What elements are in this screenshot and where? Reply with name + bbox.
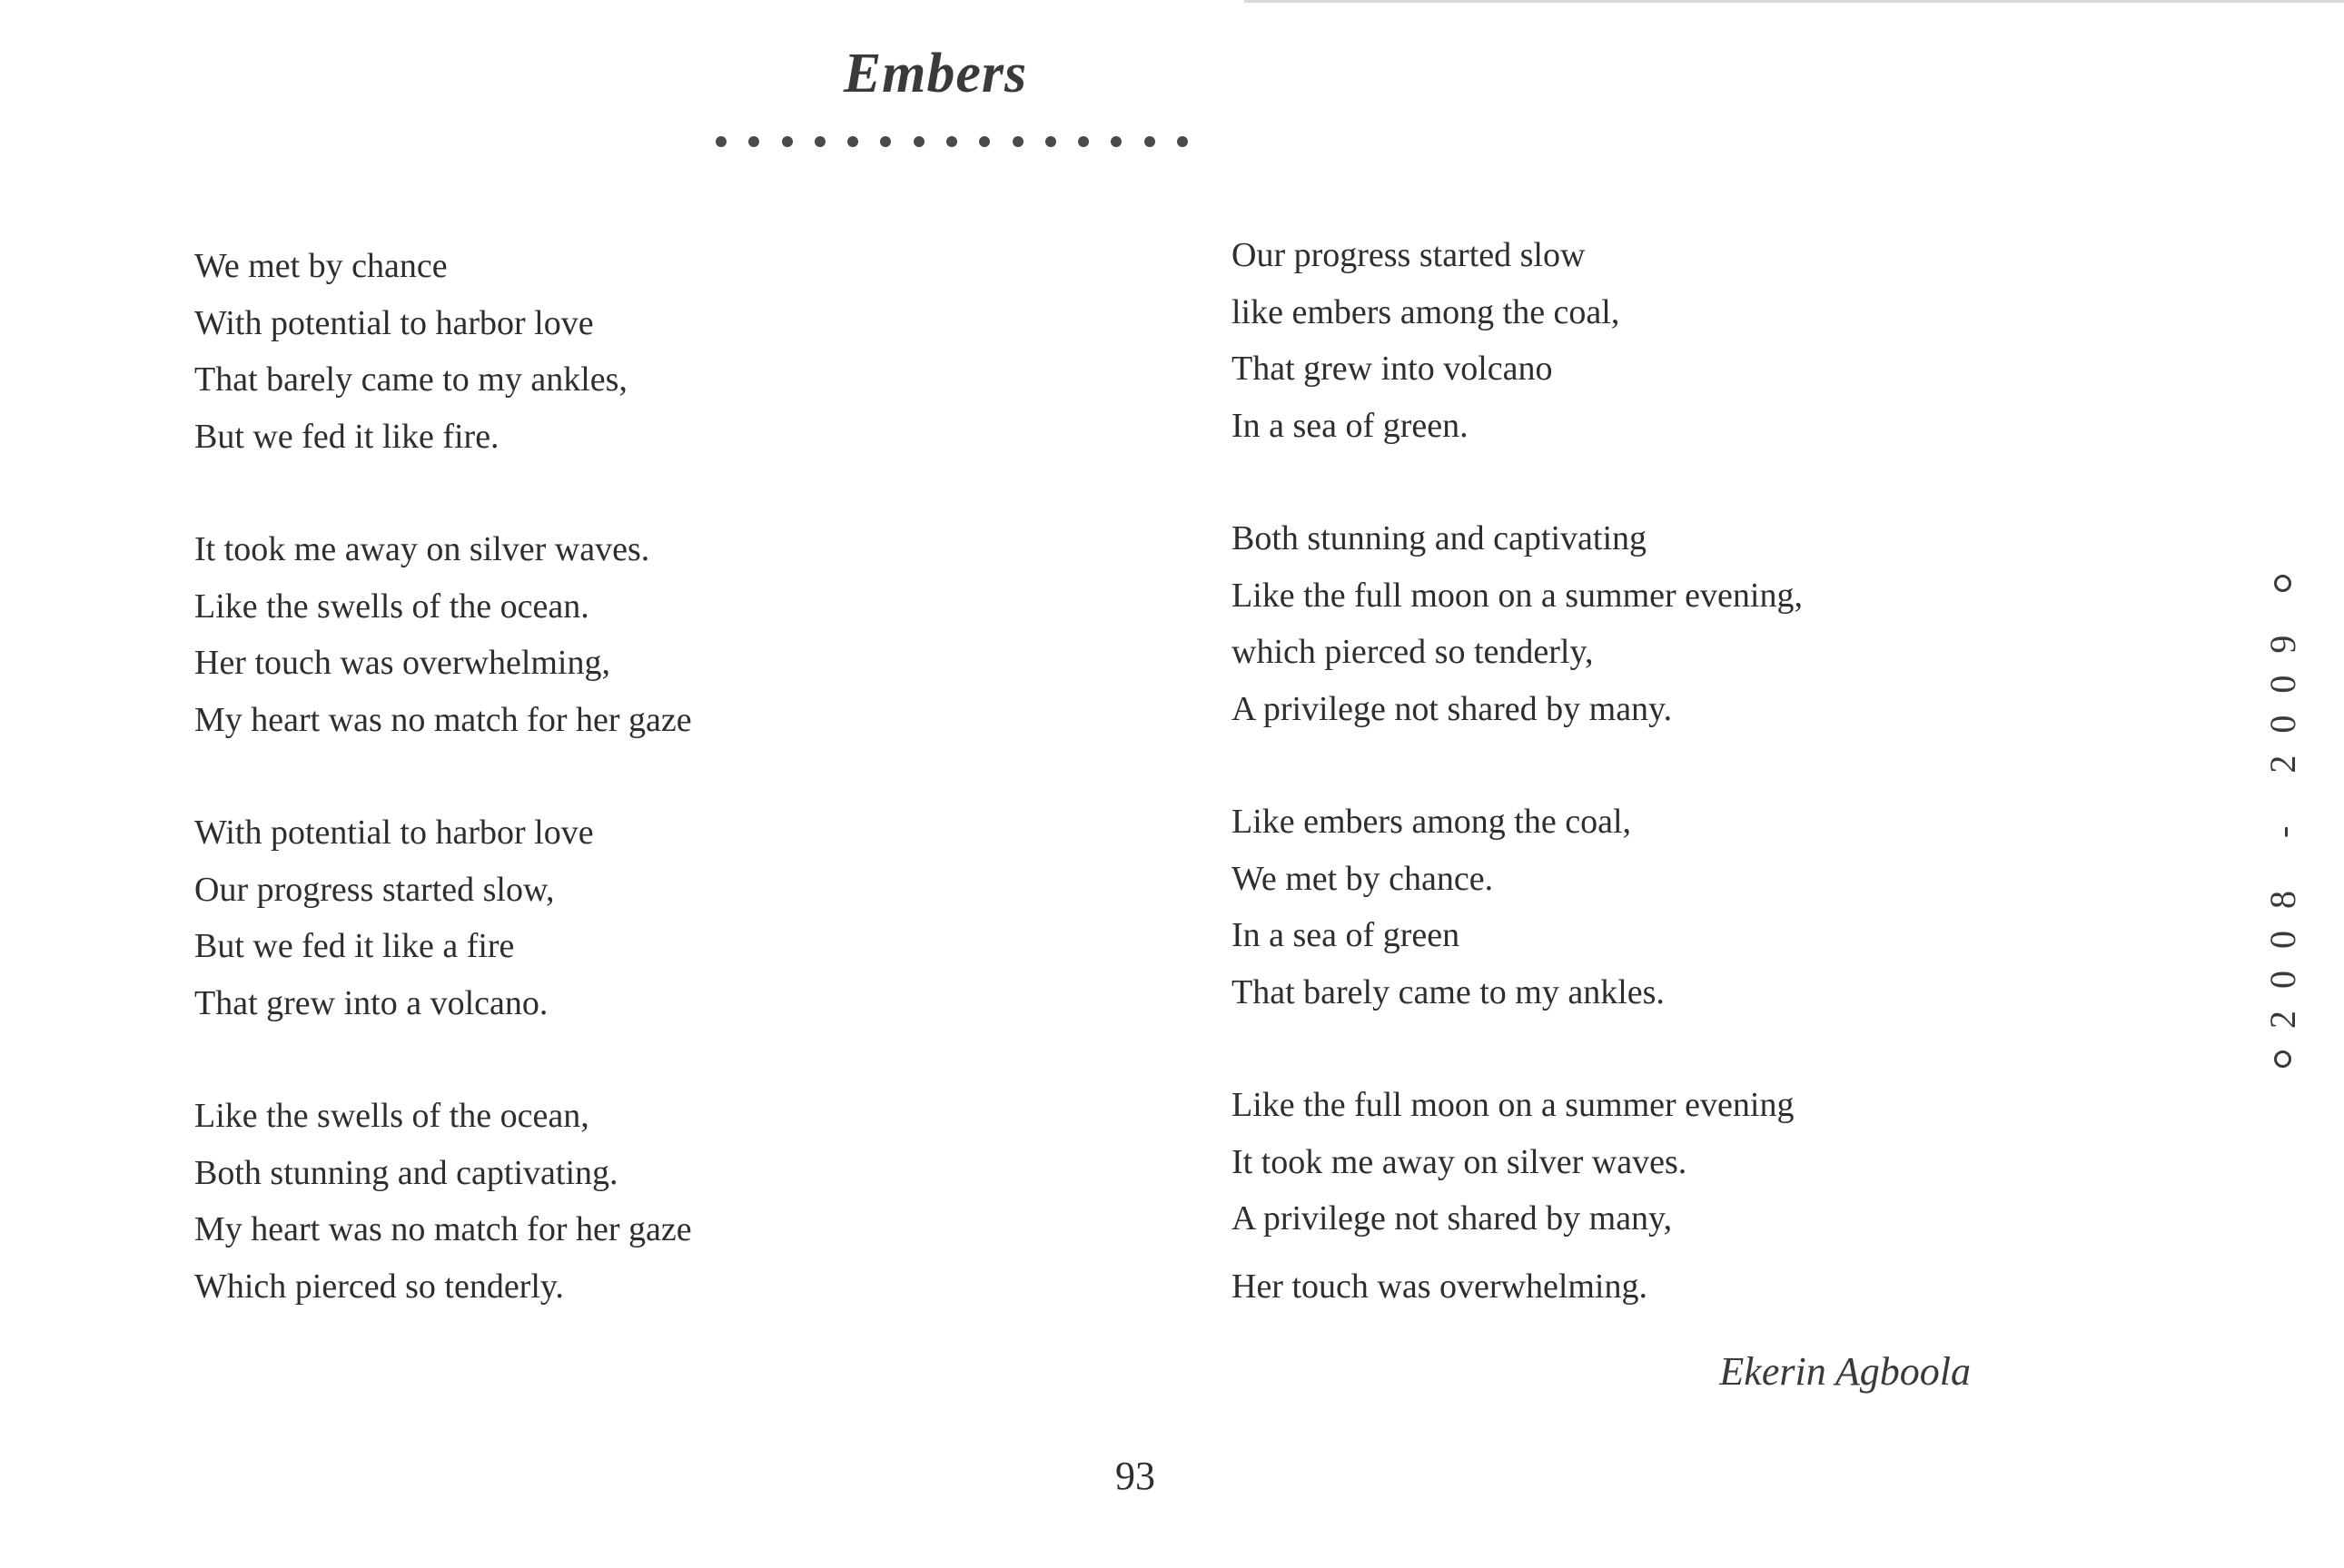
stanza (194, 238, 1103, 465)
poem-line: like embers among the coal, (1231, 292, 1620, 331)
poem-line: Her touch was overwhelming, (194, 644, 610, 682)
page-number: 93 (1115, 1454, 1155, 1498)
poem-line: That grew into volcano (1231, 350, 1553, 388)
poem-line: With potential to harbor love (194, 814, 594, 852)
poem-line: That grew into a volcano. (194, 983, 549, 1022)
poem-title: Embers (843, 43, 1028, 104)
ornament-dot (716, 136, 727, 147)
poem-line: That barely came to my ankles. (1231, 972, 1665, 1011)
poem-line: Her touch was overwhelming. (1231, 1267, 1647, 1306)
ornament-dot (847, 136, 858, 147)
ornament-dot (1078, 136, 1089, 147)
stanza (1231, 1077, 2140, 1315)
stanza (194, 521, 1103, 748)
poem-line: We met by chance (194, 247, 448, 285)
poem-line: Like the full moon on a summer evening, (1231, 576, 1803, 615)
poem-author: Ekerin Agboola (1719, 1349, 1971, 1394)
ring-ornament-icon (2274, 1050, 2291, 1068)
side-year-label (2261, 553, 2304, 1090)
stanza (1231, 510, 2140, 737)
poem-line: Like the swells of the ocean, (194, 1097, 589, 1135)
title-dot-ornament (716, 134, 1188, 149)
poem-line: Both stunning and captivating. (194, 1153, 618, 1192)
ornament-dot (914, 136, 925, 147)
ornament-dot (815, 136, 826, 147)
poem-line: A privilege not shared by many. (1231, 689, 1673, 728)
year-range-text: 2008 - 2009 (2262, 613, 2303, 1029)
ornament-dot (1045, 136, 1056, 147)
ornament-dot (1013, 136, 1024, 147)
poem-line: But we fed it like fire. (194, 417, 499, 456)
poem-line: My heart was no match for her gaze (194, 1210, 692, 1248)
ornament-dot (782, 136, 793, 147)
ring-ornament-icon (2274, 575, 2291, 592)
poem-line: That barely came to my ankles, (194, 360, 628, 399)
ornament-dot (1177, 136, 1188, 147)
poem-line: Like the swells of the ocean. (194, 587, 589, 626)
poem-line: With potential to harbor love (194, 303, 594, 342)
ornament-dot (1111, 136, 1122, 147)
ornament-dot (880, 136, 891, 147)
poem-line: It took me away on silver waves. (1231, 1142, 1687, 1181)
poem-line: Both stunning and captivating (1231, 519, 1647, 557)
poem-line: Like the full moon on a summer evening (1231, 1086, 1795, 1124)
poem-line: It took me away on silver waves. (194, 530, 650, 568)
ornament-dot (979, 136, 990, 147)
stanza (1231, 227, 2140, 454)
poem-line: My heart was no match for her gaze (194, 700, 692, 739)
poem-line: Which pierced so tenderly. (194, 1267, 564, 1306)
poem-line: Our progress started slow, (194, 870, 555, 909)
stanza (1231, 794, 2140, 1021)
poem-right-column (1231, 227, 2140, 1371)
page-edge-divider (1244, 0, 2344, 3)
poem-line: We met by chance. (1231, 859, 1494, 898)
ornament-dot (748, 136, 759, 147)
poem-line: A privilege not shared by many, (1231, 1199, 1673, 1238)
poem-line: But we fed it like a fire (194, 927, 515, 965)
ornament-dot (946, 136, 957, 147)
poem-line: Like embers among the coal, (1231, 803, 1632, 841)
stanza (194, 1088, 1103, 1315)
stanza (194, 804, 1103, 1031)
poem-line: which pierced so tenderly, (1231, 633, 1594, 671)
poem-left-column (194, 238, 1103, 1371)
poem-line: In a sea of green. (1231, 406, 1469, 445)
poem-line: Our progress started slow (1231, 236, 1586, 274)
poem-line: In a sea of green (1231, 916, 1460, 954)
ornament-dot (1144, 136, 1155, 147)
